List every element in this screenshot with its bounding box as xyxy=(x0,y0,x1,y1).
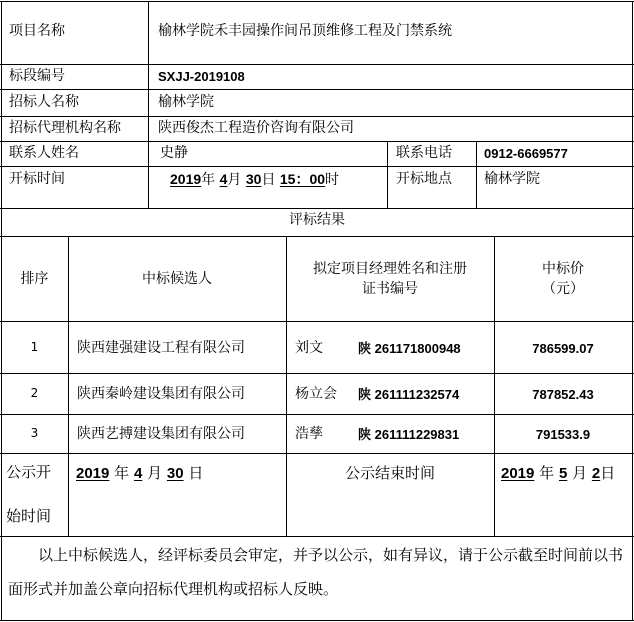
end-year: 2019 xyxy=(501,465,535,482)
phone-label: 联系电话 xyxy=(396,145,452,161)
agency-label: 招标代理机构名称 xyxy=(9,120,121,136)
divider xyxy=(0,166,634,167)
divider xyxy=(0,89,634,90)
row2-rank: 2 xyxy=(30,386,39,400)
project-value: 榆林学院禾丰园操作间吊顶维修工程及门禁系统 xyxy=(158,23,452,39)
open-time-value xyxy=(170,170,339,190)
row1-price: 786599.07 xyxy=(532,341,594,356)
phone-value: 0912-6669577 xyxy=(484,146,568,161)
start-month: 4 xyxy=(133,465,143,482)
tenderer-value: 榆林学院 xyxy=(158,94,214,110)
border-top xyxy=(0,1,634,2)
end-day: 2 xyxy=(591,465,601,482)
publicity-end-label: 公示结束时间 xyxy=(344,464,435,482)
row3-cert: 陕 261111229831 xyxy=(358,427,460,442)
candidate-header: 中标候选人 xyxy=(142,271,212,287)
open-time-label: 开标时间 xyxy=(9,171,65,187)
border-left xyxy=(1,1,2,621)
contact-label: 联系人姓名 xyxy=(9,145,79,161)
row2-cert: 陕 261111232574 xyxy=(358,387,460,402)
divider xyxy=(0,453,634,454)
start-year: 2019 xyxy=(76,465,110,482)
year-unit: 年 xyxy=(201,172,216,188)
row2-price: 787852.43 xyxy=(532,387,594,402)
border-bottom xyxy=(0,620,634,621)
section-value: SXJJ-2019108 xyxy=(158,69,245,84)
divider xyxy=(0,321,634,322)
row3-manager: 浩孳 xyxy=(295,426,323,442)
row3-price: 791533.9 xyxy=(535,427,591,442)
manager-header-line1: 拟定项目经理姓名和注册 xyxy=(313,261,467,277)
row2-manager: 杨立会 xyxy=(295,386,337,402)
end-month: 5 xyxy=(558,465,568,482)
price-header-line1: 中标价 xyxy=(542,261,584,277)
rank-header: 排序 xyxy=(20,271,49,287)
month-unit: 月 xyxy=(147,464,163,482)
year-unit: 年 xyxy=(114,464,130,482)
open-place-label: 开标地点 xyxy=(396,171,452,187)
day-unit: 日 xyxy=(600,464,616,482)
row3-rank: 3 xyxy=(30,426,39,440)
day-unit: 日 xyxy=(188,464,204,482)
contact-value: 史静 xyxy=(160,145,188,161)
agency-value: 陕西俊杰工程造价咨询有限公司 xyxy=(158,120,354,136)
month-unit: 月 xyxy=(572,464,588,482)
row3-candidate: 陕西艺搏建设集团有限公司 xyxy=(77,426,245,442)
notice-paragraph: 以上中标候选人，经评标委员会审定，并予以公示，如有异议，请于公示截至时间前以书面形式并加盖公章向招标代理机构或招标人反映。 xyxy=(8,546,624,598)
divider xyxy=(0,116,634,117)
divider xyxy=(0,536,634,537)
divider xyxy=(0,373,634,374)
start-day: 30 xyxy=(166,465,184,482)
divider xyxy=(0,414,634,415)
project-label: 项目名称 xyxy=(9,23,65,39)
results-title: 评标结果 xyxy=(289,212,345,228)
open-place-value: 榆林学院 xyxy=(484,171,540,187)
row1-manager: 刘文 xyxy=(295,340,323,356)
divider xyxy=(148,1,149,208)
publicity-end-date xyxy=(501,463,615,484)
divider xyxy=(387,141,388,208)
row1-candidate: 陕西建强建设工程有限公司 xyxy=(77,340,245,356)
row1-rank: 1 xyxy=(30,340,39,354)
month-unit: 月 xyxy=(227,172,242,188)
section-label: 标段编号 xyxy=(9,68,65,84)
publicity-start-label-line1: 公示开 xyxy=(6,463,52,481)
divider xyxy=(0,208,634,209)
divider xyxy=(0,64,634,65)
open-clock: 15：00 xyxy=(279,171,326,187)
divider xyxy=(0,236,634,237)
open-day: 30 xyxy=(245,171,262,187)
border-right xyxy=(632,1,633,621)
publicity-start-label-line2: 始时间 xyxy=(6,507,52,525)
year-unit: 年 xyxy=(539,464,555,482)
publicity-start-date xyxy=(76,463,203,484)
open-month: 4 xyxy=(219,171,228,187)
tenderer-label: 招标人名称 xyxy=(9,94,79,110)
day-unit: 日 xyxy=(261,172,276,188)
divider xyxy=(0,141,634,142)
time-unit: 时 xyxy=(325,172,340,188)
price-header-line2: （元） xyxy=(542,281,584,297)
manager-header-line2: 证书编号 xyxy=(362,281,418,297)
row2-candidate: 陕西秦岭建设集团有限公司 xyxy=(77,386,245,402)
open-year: 2019 xyxy=(170,171,202,187)
divider xyxy=(476,141,477,208)
row1-cert: 陕 261171800948 xyxy=(358,341,461,356)
